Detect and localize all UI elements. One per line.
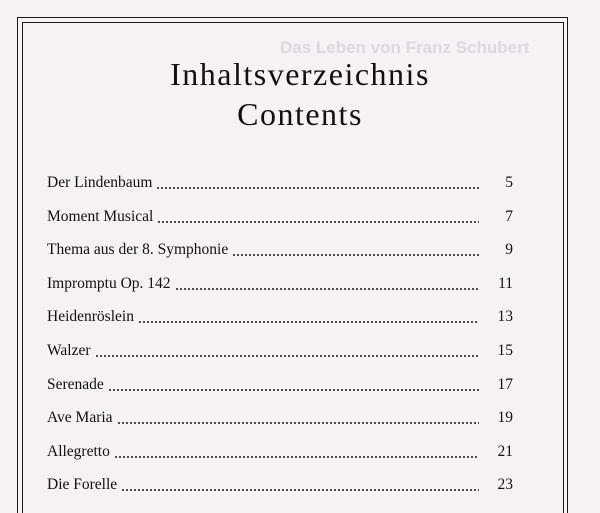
toc-entry-title: Allegretto (47, 442, 110, 460)
toc-entry[interactable] (47, 174, 513, 208)
toc-page-number: 23 (497, 476, 513, 494)
toc-page-number: 9 (505, 241, 513, 259)
leader-dots (114, 445, 479, 459)
heading-german: Inhaltsverzeichnis (170, 56, 430, 92)
toc-entry[interactable] (47, 208, 513, 242)
leader-dots (156, 176, 479, 190)
toc-entry[interactable] (47, 409, 513, 443)
toc-page-number: 17 (497, 375, 513, 393)
leader-dots (121, 478, 479, 492)
toc-entry[interactable] (47, 376, 513, 410)
toc-entry-title: Ave Maria (47, 409, 113, 427)
toc-page-number: 21 (497, 442, 513, 460)
toc-page-number: 13 (497, 308, 513, 326)
leader-dots (95, 344, 480, 358)
heading-english: Contents (237, 96, 363, 132)
toc-entry[interactable] (47, 275, 513, 309)
toc-entry-title: Heidenröslein (47, 308, 134, 326)
toc-page-number: 11 (498, 274, 513, 292)
toc-entry-title: Die Forelle (47, 476, 118, 494)
toc-entry[interactable] (47, 443, 513, 477)
toc-page-number: 15 (497, 341, 513, 359)
toc-entry-title: Impromptu Op. 142 (47, 274, 171, 292)
toc-entry[interactable] (47, 476, 513, 510)
toc-page-number: 5 (505, 174, 513, 191)
toc-entry-title: Serenade (47, 375, 104, 393)
toc-entry-title: Moment Musical (47, 207, 154, 225)
toc-entry[interactable] (47, 308, 513, 342)
toc-entry-title: Walzer (47, 341, 91, 359)
leader-dots (157, 210, 479, 224)
toc-entry-title: Thema aus der 8. Symphonie (47, 241, 229, 259)
table-of-contents (47, 174, 513, 510)
toc-entry-title: Der Lindenbaum (47, 174, 153, 191)
toc-entry[interactable] (47, 342, 513, 376)
toc-page-number: 7 (505, 207, 513, 225)
background-showthrough-heading: Das Leben von Franz Schubert (280, 38, 530, 57)
leader-dots (138, 310, 479, 324)
toc-entry[interactable] (47, 241, 513, 275)
leader-dots (175, 277, 479, 291)
leader-dots (108, 378, 479, 392)
leader-dots (117, 411, 479, 425)
toc-page-number: 19 (497, 409, 513, 427)
leader-dots (232, 243, 479, 257)
